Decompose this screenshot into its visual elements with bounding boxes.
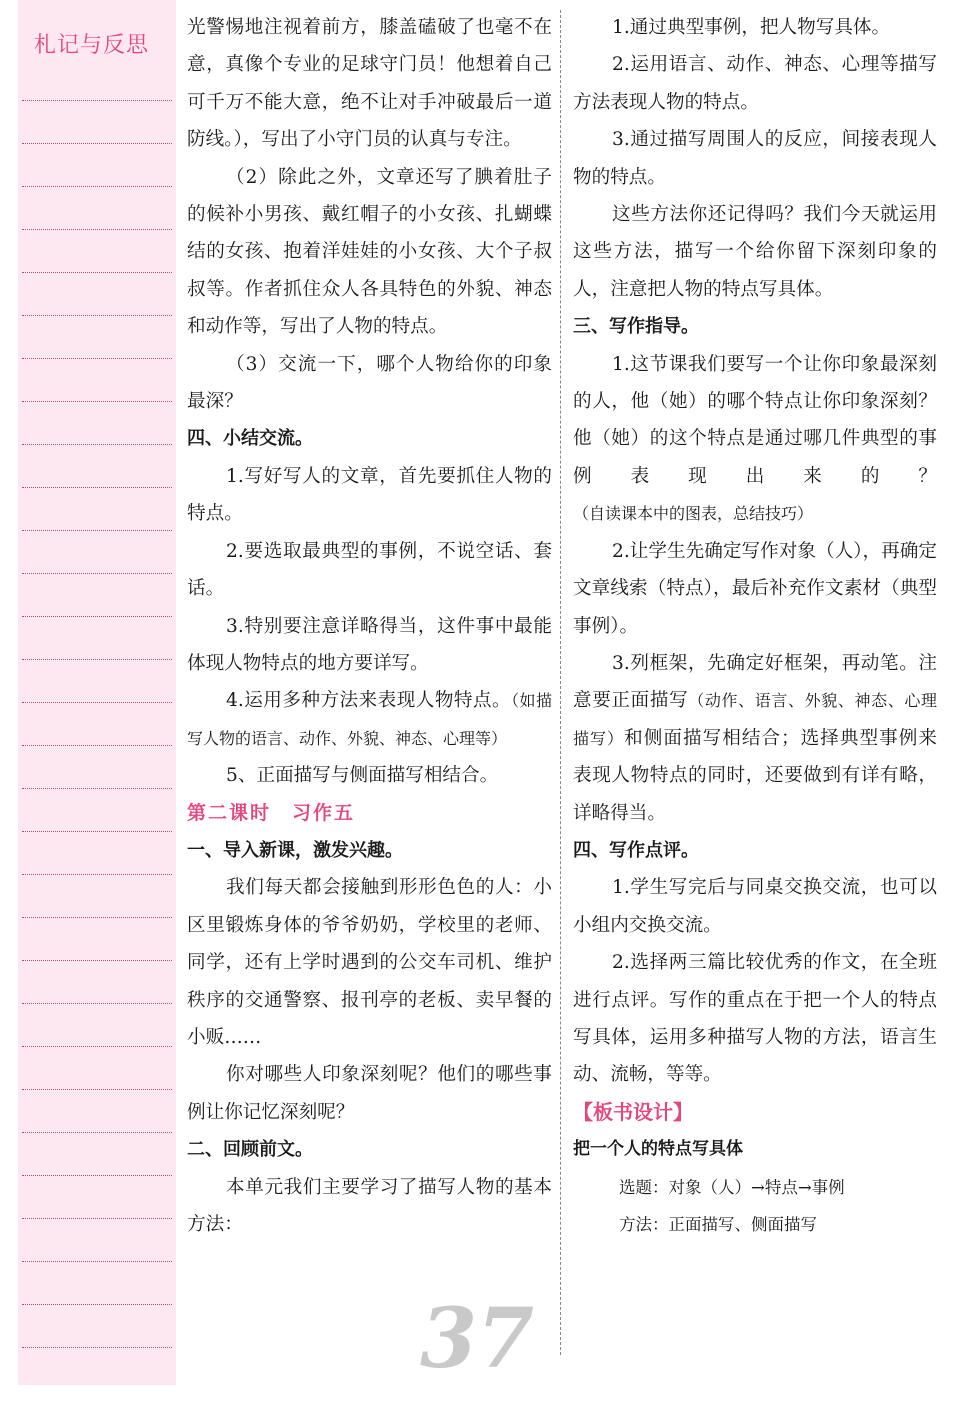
paragraph: （2）除此之外，文章还写了腆着肚子的候补小男孩、戴红帽子的小女孩、扎蝴蝶结的女孩、抱着洋娃娃的小女孩、大个子叔叔等。作者抓住众人各具特色的外貌、神态和动作等，写出了人物的特点。 [187, 166, 552, 338]
method-item: 1.通过典型事例，把人物写具体。 [612, 17, 891, 38]
note-line [22, 530, 172, 531]
summary-item: 5、正面描写与侧面描写相结合。 [226, 765, 499, 787]
note-line [22, 745, 172, 746]
guide-item-note: （动作、语言、外貌、神态、心理描写） [573, 691, 937, 748]
note-line [22, 874, 172, 875]
guide-item [573, 645, 937, 832]
notes-sidebar [18, 0, 176, 1385]
guide-item-text: 和侧面描写相结合；选择典型事例来表现人物特点的同时，还要做到有详有略，详略得当。 [573, 727, 937, 824]
board-line: 选题：对象（人）→特点→事例 [619, 1177, 845, 1197]
comment-item: 2.选择两三篇比较优秀的作文，在全班进行点评。写作的重点在于把一个人的特点写具体，运用多种描写人物的方法，语言生动、流畅，等等。 [573, 952, 937, 1086]
board-line: 方法：正面描写、侧面描写 [619, 1215, 817, 1234]
lesson-title: 第二课时 习作五 [187, 801, 356, 824]
summary-item: 2.要选取最典型的事例，不说空话、套话。 [187, 540, 552, 600]
note-line [22, 1046, 172, 1047]
note-line [22, 229, 172, 230]
note-line [22, 788, 172, 789]
paragraph: 这些方法你还记得吗？我们今天就运用这些方法，描写一个给你留下深刻印象的人，注意把人物的特点写具体。 [573, 204, 937, 300]
note-line [22, 659, 172, 660]
board-design-heading: 【板书设计】 [573, 1099, 693, 1124]
note-line [22, 272, 172, 273]
page-number: 37 [420, 1291, 535, 1387]
note-line [22, 358, 172, 359]
paragraph: 你对哪些人印象深刻呢？他们的哪些事例让你记忆深刻呢？ [187, 1064, 552, 1123]
note-line [22, 401, 172, 402]
note-line [22, 1175, 172, 1176]
board-title: 把一个人的特点写具体 [573, 1139, 743, 1160]
guide-item [573, 346, 937, 533]
section-heading: 二、回顾前文。 [187, 1139, 313, 1161]
section-heading: 四、小结交流。 [187, 428, 313, 450]
note-line [22, 1304, 172, 1305]
method-item: 3.通过描写周围人的反应，间接表现人物的特点。 [573, 129, 937, 188]
comment-item: 1.学生写完后与同桌交换交流，也可以小组内交换交流。 [573, 877, 937, 936]
method-item: 2.运用语言、动作、神态、心理等描写方法表现人物的特点。 [573, 54, 937, 113]
note-line [22, 1003, 172, 1004]
note-line [22, 315, 172, 316]
note-line [22, 1089, 172, 1090]
note-line [22, 143, 172, 144]
note-line [22, 444, 172, 445]
summary-item [187, 682, 552, 757]
section-heading: 四、写作点评。 [573, 839, 699, 861]
note-line [22, 1261, 172, 1262]
summary-item-text: 4.运用多种方法来表现人物特点。 [226, 690, 512, 712]
right-column [573, 9, 937, 1243]
paragraph: （3）交流一下，哪个人物给你的印象最深？ [187, 353, 552, 413]
note-line [22, 1218, 172, 1219]
note-line [22, 1132, 172, 1133]
guide-item-note: （自读课本中的图表，总结技巧） [573, 504, 814, 524]
note-line [22, 616, 172, 617]
note-line [22, 702, 172, 703]
middle-column [187, 9, 552, 1243]
summary-item-note: （如描写人物的语言、动作、外貌、神态、心理等） [187, 691, 552, 748]
notes-title: 札记与反思 [34, 33, 150, 58]
note-line [22, 573, 172, 574]
guide-item: 2.让学生先确定写作对象（人），再确定文章线索（特点），最后补充作文素材（典型事例）。 [573, 540, 937, 637]
paragraph: 光警惕地注视着前方，膝盖磕破了也毫不在意，真像个专业的足球守门员！他想着自己可千万不能大意，绝不让对手冲破最后一道防线。），写出了小守门员的认真与专注。 [187, 17, 552, 151]
guide-item-text: 1.这节课我们要写一个让你印象最深刻的人，他（她）的哪个特点让你印象深刻？他（她）的这个特点是通过哪几件典型的事例表现出来的？ [573, 353, 937, 487]
section-heading: 一、导入新课，激发兴趣。 [187, 839, 403, 861]
guide-item-text: 3.列框架，先确定好框架，再动笔。注意要正面描写 [573, 652, 937, 712]
note-line [22, 100, 172, 101]
summary-item: 1.写好写人的文章，首先要抓住人物的特点。 [187, 465, 552, 525]
note-line [22, 960, 172, 961]
note-line [22, 1347, 172, 1348]
note-line [22, 186, 172, 187]
note-line [22, 831, 172, 832]
note-line [22, 487, 172, 488]
paragraph: 我们每天都会接触到形形色色的人：小区里锻炼身体的爷爷奶奶，学校里的老师、同学，还有上学时遇到的公交车司机、维护秩序的交通警察、报刊亭的老板、卖早餐的小贩…… [187, 877, 552, 1048]
column-divider [560, 10, 561, 1355]
summary-item: 3.特别要注意详略得当，这件事中最能体现人物特点的地方要详写。 [187, 615, 552, 674]
section-heading: 三、写作指导。 [573, 316, 699, 338]
note-line [22, 917, 172, 918]
paragraph: 本单元我们主要学习了描写人物的基本方法： [187, 1176, 552, 1235]
